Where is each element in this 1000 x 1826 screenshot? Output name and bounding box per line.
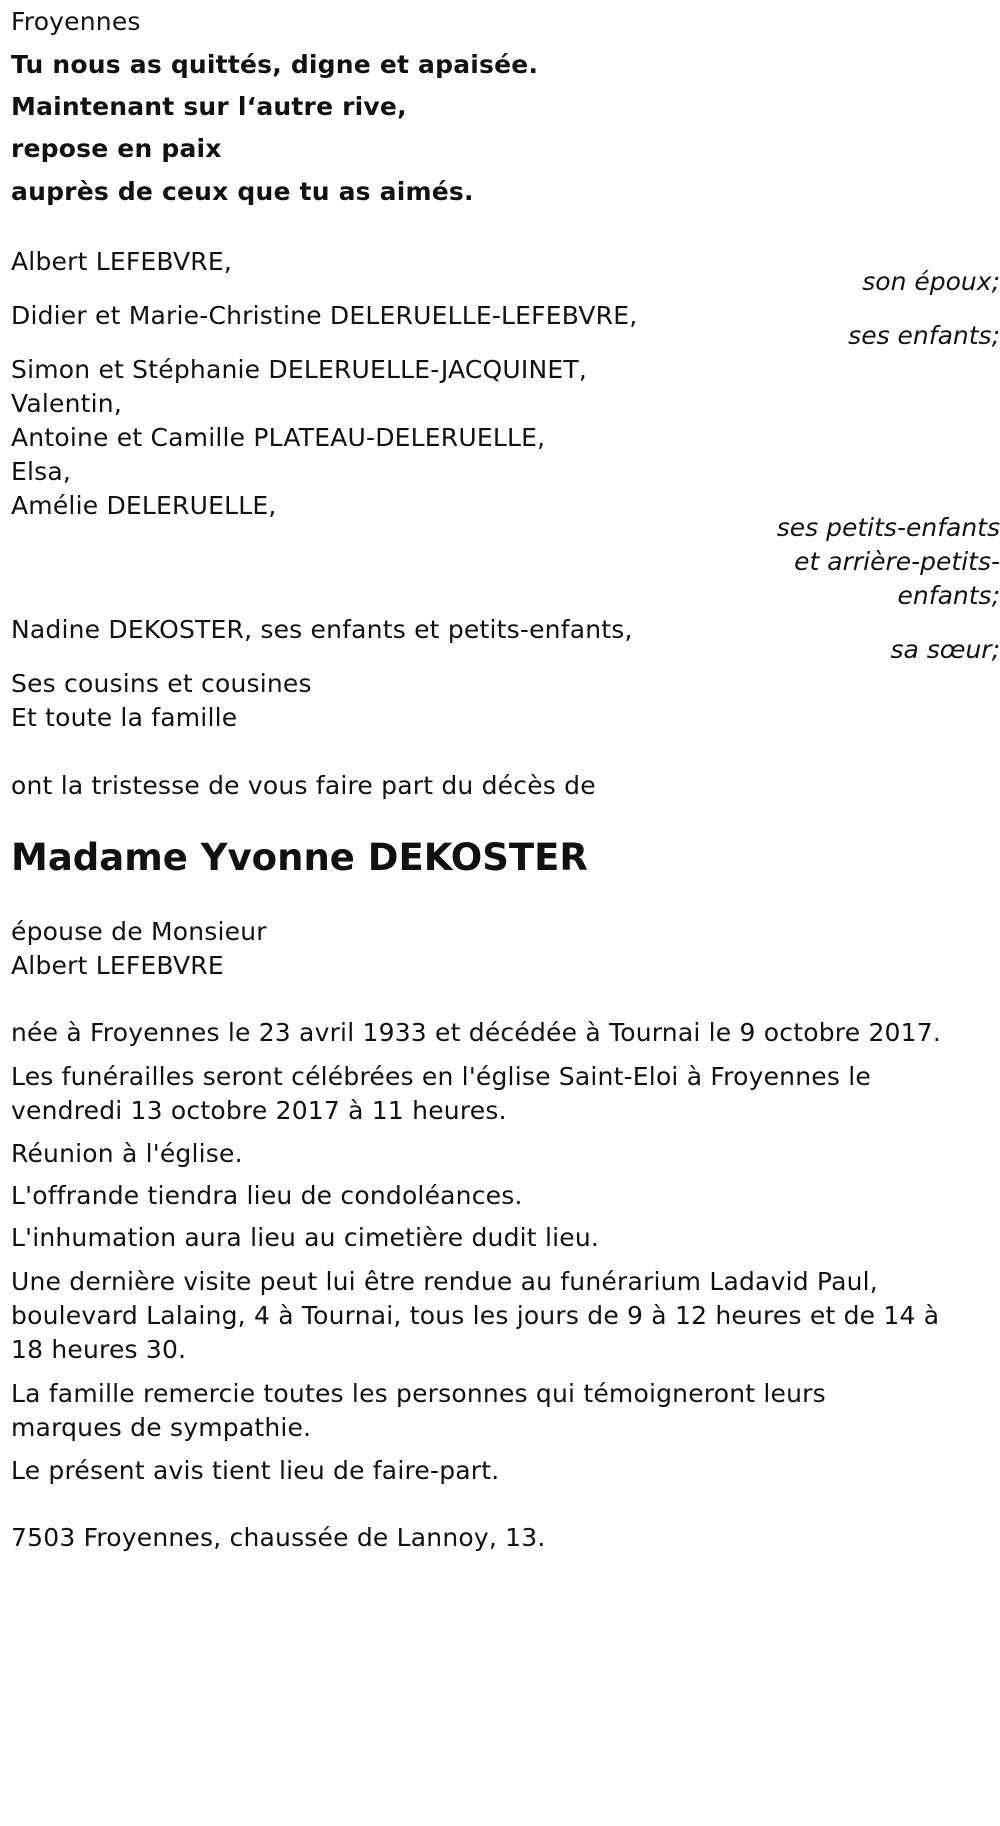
reunion-text: Réunion à l'église. — [11, 1139, 243, 1168]
grandchild-line-3: Antoine et Camille PLATEAU-DELERUELLE, — [11, 423, 546, 452]
notice-text: Le présent avis tient lieu de faire-part. — [11, 1456, 500, 1485]
grandchild-line-2: Valentin, — [11, 389, 122, 418]
deceased-name: Madame Yvonne DEKOSTER — [11, 836, 588, 879]
others-line-2: Et toute la famille — [11, 703, 238, 732]
grandchild-line-1: Simon et Stéphanie DELERUELLE-JACQUINET, — [11, 355, 588, 384]
burial-text: L'inhumation aura lieu au cimetière dudit lieu. — [11, 1223, 600, 1252]
visit-line-3: 18 heures 30. — [11, 1335, 187, 1364]
children-role: ses enfants; — [848, 321, 1000, 350]
funeral-line-2: vendredi 13 octobre 2017 à 11 heures. — [11, 1096, 507, 1125]
poem-line-1: Tu nous as quittés, digne et apaisée. — [11, 50, 539, 79]
address-text: 7503 Froyennes, chaussée de Lannoy, 13. — [11, 1523, 546, 1552]
spouse-name: Albert LEFEBVRE, — [11, 247, 233, 276]
poem-line-3: repose en paix — [11, 134, 222, 163]
sister-name: Nadine DEKOSTER, ses enfants et petits-enfants, — [11, 615, 633, 644]
thanks-line-1: La famille remercie toutes les personnes qui témoigneront leurs — [11, 1379, 826, 1408]
grandchild-line-4: Elsa, — [11, 457, 72, 486]
spouse-role: son époux; — [862, 267, 1000, 296]
funeral-line-1: Les funérailles seront célébrées en l'église Saint-Eloi à Froyennes le — [11, 1062, 871, 1091]
grandchildren-role-line-3: enfants; — [897, 581, 1000, 610]
grandchildren-role-line-2: et arrière-petits- — [794, 547, 1000, 576]
visit-line-2: boulevard Lalaing, 4 à Tournai, tous les jours de 9 à 12 heures et de 14 à — [11, 1301, 940, 1330]
announcement-text: ont la tristesse de vous faire part du décès de — [11, 771, 596, 800]
location-header: Froyennes — [11, 7, 141, 36]
offering-text: L'offrande tiendra lieu de condoléances. — [11, 1181, 523, 1210]
poem-line-2: Maintenant sur l‘autre rive, — [11, 92, 407, 121]
visit-line-1: Une dernière visite peut lui être rendue au funérarium Ladavid Paul, — [11, 1267, 878, 1296]
others-line-1: Ses cousins et cousines — [11, 669, 312, 698]
sister-role: sa sœur; — [890, 635, 1000, 664]
poem-line-4: auprès de ceux que tu as aimés. — [11, 177, 474, 206]
thanks-line-2: marques de sympathie. — [11, 1413, 312, 1442]
deceased-spouse-line-2: Albert LEFEBVRE — [11, 951, 224, 980]
children-name: Didier et Marie-Christine DELERUELLE-LEFEBVRE, — [11, 301, 638, 330]
grandchild-line-5: Amélie DELERUELLE, — [11, 491, 277, 520]
birth-death-text: née à Froyennes le 23 avril 1933 et décédée à Tournai le 9 octobre 2017. — [11, 1018, 942, 1047]
deceased-spouse-line-1: épouse de Monsieur — [11, 917, 267, 946]
grandchildren-role-line-1: ses petits-enfants — [776, 513, 1000, 542]
